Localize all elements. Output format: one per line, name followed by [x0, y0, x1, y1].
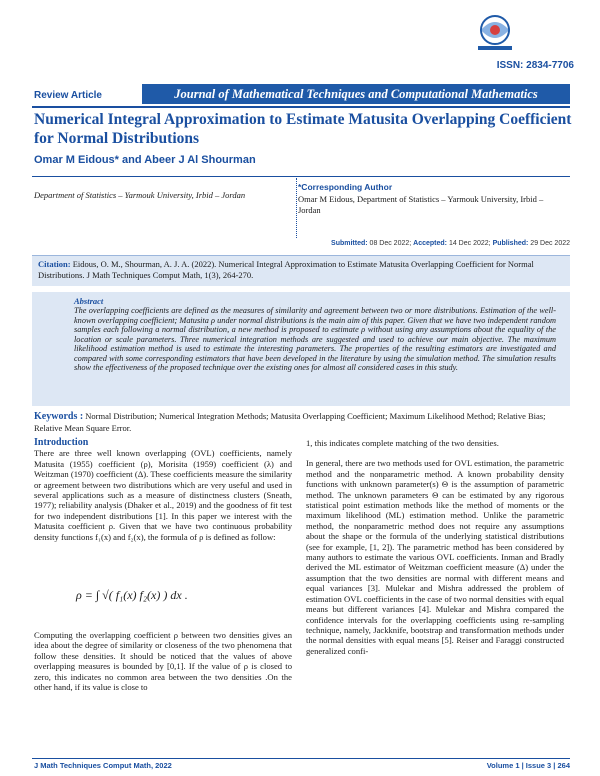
- right-column: [306, 438, 564, 656]
- abstract-text: The overlapping coefficients are defined as the measures of similarity and agreement between two or more distributions. Estimation of the well-known overlapping coefficient; Matusita ρ under normal distributions is the main aim of this paper. Given that we have two independent random samples each following a normal distribution, a new method is proposed to estimate ρ without using any assumptions about the equality of the location or scale parameters. Three numerical integration methods are suggested and used to achieve our main objective. The maximum likelihood estimation method is used to estimate the interesting parameters. The properties of the resulting estimators are investigated and compared with some corresponding estimators that have been developed in the literature by using the simulation method. The simulation results show the effectiveness of the proposed technique over the existing ones for almost all considered cases in this study.: [74, 306, 556, 372]
- citation-label: Citation:: [38, 259, 71, 269]
- corresponding-title: *Corresponding Author: [298, 182, 393, 192]
- dates: [298, 240, 570, 247]
- abstract-title: Abstract: [74, 296, 104, 306]
- issn: ISSN: 2834-7706: [496, 60, 574, 71]
- divider: [32, 176, 570, 177]
- intro-heading: Introduction: [34, 437, 89, 448]
- corresponding-text: Omar M Eidous, Department of Statistics – Yarmouk University, Irbid – Jordan: [298, 194, 544, 215]
- citation: [38, 259, 566, 280]
- accepted-date: 14 Dec 2022;: [448, 240, 491, 247]
- formula: ρ = ∫ √( f₁(x) f₂(x) ) dx .: [76, 588, 188, 602]
- published-date: 29 Dec 2022: [530, 240, 570, 247]
- journal-logo: [458, 12, 532, 54]
- left-column-continued: [34, 630, 292, 692]
- left-column: [34, 438, 292, 542]
- submitted-date: 08 Dec 2022;: [369, 240, 412, 247]
- submitted-label: Submitted:: [331, 240, 368, 247]
- keywords-text: Normal Distribution; Numerical Integration Methods; Matusita Overlapping Coefficient; Maximum Likelihood Method; Relative Bias; Relative Mean Square Error.: [34, 411, 546, 433]
- footer-volume: Volume 1 | Issue 3 | 264: [486, 761, 570, 770]
- intro-paragraph-2: Computing the overlapping coefficient ρ between two densities gives an idea about the degree of similarity or closeness of the two phenomena that follow these densities. It should be noticed that the values of above overlapping measures is bounded by [0,1]. If the value of ρ is closed to zero, this indicates no common area between the two densities .On the other hand, if its value is close to: [34, 630, 292, 693]
- keywords-label: Keywords :: [34, 411, 84, 422]
- citation-text: Eidous, O. M., Shourman, A. J. A. (2022). Numerical Integral Approximation to Estimate Matusita Overlapping Coefficient for Normal Distributions. J Math Techniques Comput Math, 1(3), 264-270.: [38, 259, 534, 280]
- accepted-label: Accepted:: [413, 240, 447, 247]
- footer-rule: [32, 758, 570, 759]
- intro-paragraph-4: In general, there are two methods used for OVL estimation, the parametric method and the nonparametric method. A known probability density functions with unknown parameter(s) Θ is the assumption of parametric method. The unknown parameters Θ can be estimated by any rigorous statistical point estimation methods like the method of moments or the maximum likelihood (ML) estimation method. Unlike the parametric method, the nonparametric method does not require any assumptions about the shape or the formula of the underlying statistical distributions (see for example, [1, 2]). The parametric method has been considered by many authors to estimate the various OVL coefficients. Inman and Bradly derived the ML estimator of Weitzman coefficient measure (Δ) under the assumption that the two densities are normal with different means and equal variances [3]. Mulekar and Mishra addressed the problem of estimation OVL coefficients in the case of two normal densities with equal means but different variances [4]. Mulekar and Mishra compared the confidence intervals for the overlapping coefficients using re-sampling technique, namely, Jackknife, bootstrap and transformation methods under the normal densities with equal means [5]. Reiser and Faraggi constructed generalized confi-: [306, 458, 564, 656]
- intro-paragraph-1: There are three well known overlapping (OVL) coefficients, namely Matusita (1955) coefficient (ρ), Morisita (1959) coefficient (λ) and Weitzman (1970) coefficient (Δ). These coefficients measure the similarity or agreement between two distributions which are very useful and used in several applications such as a measure of distinctness clusters (Sneath, 1977); reliability analysis (Dhaker et al., 2019) and the goodness of fit test for two independent distributions [1]. In this paper we interest with the Matusita coefficient ρ. Given that we have two continuous probability density functions f₁(x) and f₂(x), the formula of ρ is defined as follow:: [34, 448, 292, 542]
- footer-journal: J Math Techniques Comput Math, 2022: [34, 761, 172, 770]
- published-label: Published:: [492, 240, 529, 247]
- affiliation: Department of Statistics – Yarmouk University, Irbid – Jordan: [34, 190, 246, 200]
- paper-title: Numerical Integral Approximation to Estimate Matusita Overlapping Coefficient for Normal Distributions: [34, 111, 572, 147]
- intro-paragraph-3: 1, this indicates complete matching of the two densities.: [306, 438, 499, 448]
- article-type: Review Article: [34, 90, 102, 101]
- authors: Omar M Eidous* and Abeer J Al Shourman: [34, 154, 256, 166]
- keywords: [34, 411, 570, 433]
- journal-name: Journal of Mathematical Techniques and Computational Mathematics: [142, 84, 570, 104]
